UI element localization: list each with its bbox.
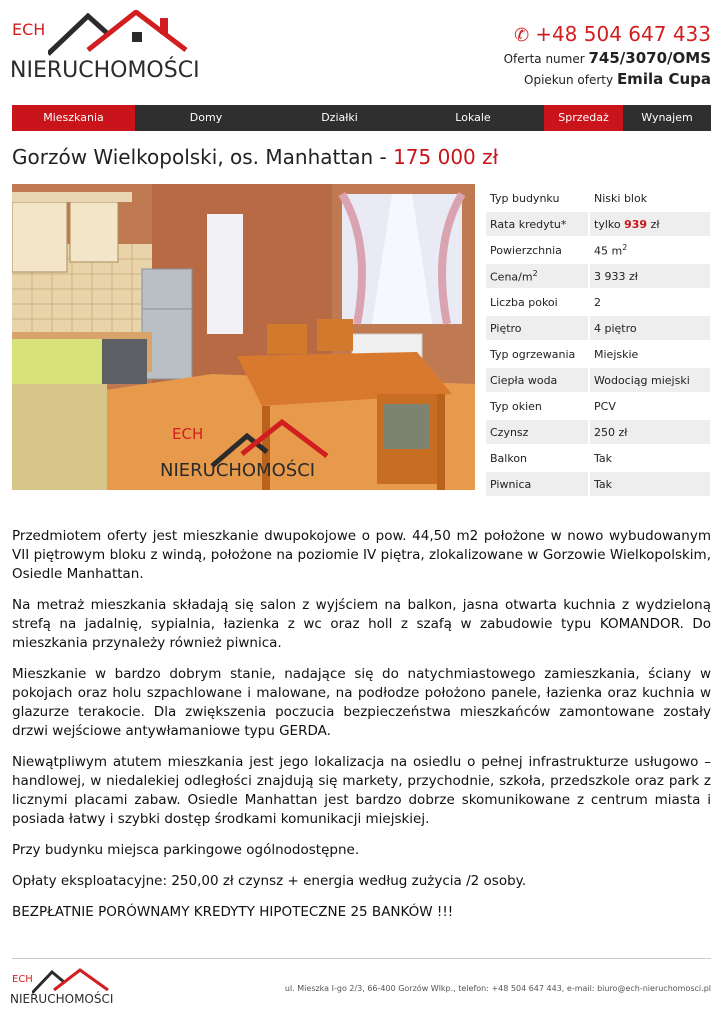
spec-value: Niski blok [594,191,648,205]
table-row [486,368,710,392]
footer-logo-brand: NIERUCHOMOŚCI [10,992,114,1006]
listing-photo[interactable] [12,184,475,490]
spec-value: 3 933 zł [590,264,710,288]
spec-label: Powierzchnia [486,238,590,262]
description-paragraph: Mieszkanie w bardzo dobrym stanie, nadające się do natychmiastowego zamieszkania, ściany w pokojach oraz holu szpachlowane i malowane, na podłodze położono panele, łazienka oraz kuchnia w glazurze terakocie. Dla zwiększenia poczucia bezpieczeństwa mieszkańców zamontowane zostały drzwi wejściowe antywłamaniowe typu GERDA. [12,666,711,739]
phone-number: +48 504 647 433 [535,22,711,46]
spec-label: Typ okien [486,394,590,418]
nav-item-domy[interactable]: Domy [189,111,223,124]
main-nav [12,105,711,131]
property-details-table [486,184,710,498]
spec-value: Tak [594,451,613,465]
table-row [486,420,710,444]
table-row [486,342,710,366]
area-value: 45 m [594,244,623,258]
credit-suffix: zł [650,217,660,231]
description-paragraph: Opłaty eksploatacyjne: 250,00 zł czynsz + energia według zużycia /2 osoby. [12,873,527,889]
spec-value: Wodociąg miejski [590,368,710,392]
photo-watermark-brand: NIERUCHOMOŚCI [160,460,316,481]
house-roof-icon [48,10,198,56]
company-logo[interactable] [10,10,200,83]
agent-label: Opiekun oferty [524,73,614,87]
credit-prefix: tylko [594,217,621,231]
spec-label: Typ ogrzewania [486,342,590,366]
spec-label: Typ budynku [486,186,590,210]
table-row [486,472,710,496]
nav-item-sprzedaz[interactable]: Sprzedaż [544,105,623,131]
spec-value: PCV [594,399,616,413]
footer-contact: ul. Mieszka I-go 2/3, 66-400 Gorzów Wlkp., telefon: +48 504 647 443, e-mail: biuro@ech-nieruchomosci.pl [284,984,711,993]
table-row [486,238,710,262]
phone-line[interactable] [504,22,711,48]
footer-logo[interactable] [10,968,114,1010]
price-per-m-label: Cena/m [490,270,533,284]
nav-item-wynajem[interactable]: Wynajem [641,111,693,124]
house-roof-icon [32,968,112,994]
table-row [486,290,710,314]
spec-label: Piętro [486,316,590,340]
spec-label: Czynsz [486,420,590,444]
area-sup: 2 [622,242,628,252]
spec-value-area [590,238,710,262]
nav-item-mieszkania[interactable]: Mieszkania [12,105,135,131]
offer-number-label: Oferta numer [503,52,585,66]
spec-label: Ciepła woda [486,368,590,392]
spec-value: Miejskie [594,347,639,361]
listing-price: 175 000 zł [393,145,499,169]
table-row [486,316,710,340]
spec-label: Balkon [486,446,590,470]
credit-amount: 939 [624,217,648,231]
spec-label: Rata kredytu* [486,212,590,236]
spec-label-price-per-m2 [486,264,590,288]
offer-number-value: 745/3070/OMS [588,49,711,67]
table-row [486,394,710,418]
nav-item-lokale[interactable]: Lokale [455,111,491,124]
table-row [486,446,710,470]
offer-number-line [504,48,711,69]
price-per-m-sup: 2 [532,268,538,278]
footer-divider [12,958,711,959]
listing-title [12,145,498,169]
phone-icon: ✆ [514,25,530,46]
description-paragraph: Na metraż mieszkania składają się salon z wyjściem na balkon, jasna otwarta kuchnia z wydzieloną strefą na jadalnię, sypialnia, łazienka z wc oraz holl z szafą w zabudowie typu KOMANDOR. Do mieszkania przynależy również piwnica. [12,597,711,651]
photo-watermark-ech: ECH [172,425,204,443]
spec-label: Piwnica [486,472,590,496]
table-row [486,212,710,236]
description-paragraph: Przedmiotem oferty jest mieszkanie dwupokojowe o pow. 44,50 m2 położone w nowo wybudowanym VII piętrowym bloku z windą, położone na poziomie IV piętra, zlokalizowane w Gorzowie Wielkopolskim, Osiedle Manhattan. [12,528,711,582]
logo-brand-text: NIERUCHOMOŚCI [10,58,200,83]
contact-block [504,22,711,90]
agent-line [504,69,711,90]
footer-logo-ech: ECH [12,974,33,985]
description-paragraph: BEZPŁATNIE PORÓWNAMY KREDYTY HIPOTECZNE 25 BANKÓW !!! [12,904,454,920]
description-paragraph: Przy budynku miejsca parkingowe ogólnodostępne. [12,842,360,858]
spec-value-credit [590,212,710,236]
listing-location: Gorzów Wielkopolski, os. Manhattan - [12,145,394,169]
page-header [0,0,724,100]
agent-name: Emila Cupa [616,70,711,88]
table-row [486,264,710,288]
description-paragraph: Niewątpliwym atutem mieszkania jest jego lokalizacja na osiedlu o pełnej infrastrukturze usługowo – handlowej, w niedalekiej odległości znajdują się markety, przychodnie, szkoła, przedszkole oraz park z licznymi placami zabaw. Osiedle Manhattan jest bardzo dobrze skomunikowane z centrum miasta i posiada łatwy i szybki dostęp środkami komunikacji miejskiej. [12,754,711,827]
logo-ech-text: ECH [12,20,46,39]
spec-value: 2 [594,295,601,309]
table-row [486,186,710,210]
spec-value: 250 zł [590,420,710,444]
nav-item-dzialki[interactable]: Działki [321,111,358,124]
listing-description [12,527,711,934]
spec-label: Liczba pokoi [486,290,590,314]
spec-value: Tak [590,472,710,496]
spec-value: 4 piętro [590,316,710,340]
kitchen-photo-illustration [12,184,475,490]
